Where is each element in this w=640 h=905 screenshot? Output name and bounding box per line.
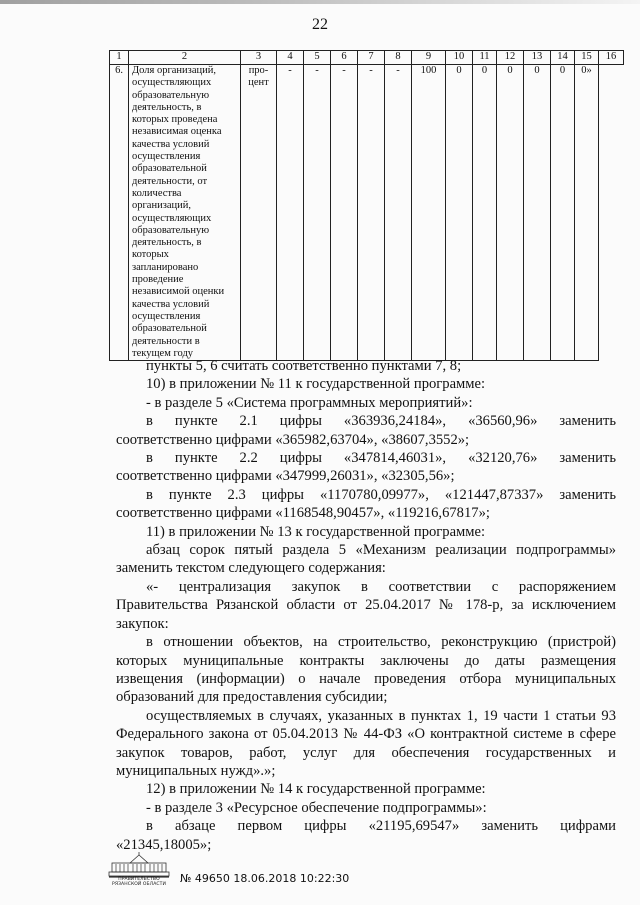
value-cell: 0 bbox=[524, 65, 551, 361]
value-cell: - bbox=[304, 65, 331, 361]
row-number: 6. bbox=[110, 65, 129, 361]
paragraph: «- централизация закупок в соответствии с распоряжением bbox=[146, 578, 616, 595]
paragraph: - в разделе 3 «Ресурсное обеспечение подпрограммы»: bbox=[146, 799, 487, 816]
scan-edge bbox=[0, 0, 640, 4]
value-cell: - bbox=[277, 65, 304, 361]
value-cell: 0 bbox=[446, 65, 473, 361]
header-cell: 8 bbox=[385, 51, 412, 65]
paragraph: в абзаце первом цифры «21195,69547» заменить цифрами bbox=[146, 818, 616, 835]
government-building-logo bbox=[108, 852, 170, 878]
paragraph: 10) в приложении № 11 к государственной программе: bbox=[146, 376, 486, 393]
paragraph: осуществляемых в случаях, указанных в пунктах 1, 19 части 1 статьи 93 bbox=[146, 707, 616, 724]
header-cell: 6 bbox=[331, 51, 358, 65]
paragraph-continuation: извещения (информации) о начале проведения отбора муниципальных bbox=[116, 670, 616, 687]
header-cell: 4 bbox=[277, 51, 304, 65]
paragraph: абзац сорок пятый раздела 5 «Механизм реализации подпрограммы» bbox=[146, 542, 616, 559]
paragraph: 12) в приложении № 14 к государственной программе: bbox=[146, 781, 486, 798]
paragraph-continuation: соответственно цифрами «365982,63704», «38607,3552»; bbox=[116, 431, 470, 448]
header-cell: 5 bbox=[304, 51, 331, 65]
value-cell: - bbox=[358, 65, 385, 361]
paragraph: в пункте 2.3 цифры «1170780,09977», «121447,87337» заменить bbox=[146, 486, 616, 503]
document-registration-stamp: № 49650 18.06.2018 10:22:30 bbox=[180, 872, 350, 885]
paragraph-continuation: Федерального закона от 05.04.2013 № 44-ФЗ «О контрактной системе в сфере bbox=[116, 726, 616, 743]
unit-cell: про- цент bbox=[241, 65, 277, 361]
document-body bbox=[118, 357, 616, 854]
header-cell: 12 bbox=[497, 51, 524, 65]
paragraph-continuation: соответственно цифрами «347999,26031», «32305,56»; bbox=[116, 468, 455, 485]
value-cell: 0 bbox=[497, 65, 524, 361]
header-cell: 7 bbox=[358, 51, 385, 65]
value-cell: 100 bbox=[412, 65, 446, 361]
paragraph-continuation: Правительства Рязанской области от 25.04.2017 № 178-р, за исключением bbox=[116, 597, 616, 614]
paragraph-continuation: муниципальных нужд».»; bbox=[116, 762, 276, 779]
paragraph: - в разделе 5 «Система программных мероприятий»: bbox=[146, 394, 473, 411]
header-cell: 2 bbox=[129, 51, 241, 65]
header-cell: 9 bbox=[412, 51, 446, 65]
header-cell: 11 bbox=[473, 51, 497, 65]
value-cell: - bbox=[331, 65, 358, 361]
paragraph-continuation: образований для предоставления субсидии; bbox=[116, 689, 388, 706]
header-cell: 3 bbox=[241, 51, 277, 65]
indicators-table bbox=[109, 50, 624, 361]
value-cell: 0 bbox=[473, 65, 497, 361]
value-cell: - bbox=[385, 65, 412, 361]
paragraph-continuation: соответственно цифрами «1168548,90457», «119216,67817»; bbox=[116, 505, 490, 522]
paragraph: 11) в приложении № 13 к государственной программе: bbox=[146, 523, 486, 540]
header-cell: 16 bbox=[599, 51, 624, 65]
paragraph: в пункте 2.1 цифры «363936,24184», «36560,96» заменить bbox=[146, 413, 616, 430]
page-number: 22 bbox=[312, 16, 328, 33]
paragraph-continuation: «21345,18005»; bbox=[116, 836, 212, 853]
logo-caption: ПРАВИТЕЛЬСТВО РЯЗАНСКОЙ ОБЛАСТИ bbox=[112, 877, 166, 887]
header-cell: 15 bbox=[575, 51, 599, 65]
paragraph: в пункте 2.2 цифры «347814,46031», «32120,76» заменить bbox=[146, 450, 616, 467]
paragraph: в отношении объектов, на строительство, реконструкцию (пристрой) bbox=[146, 634, 616, 651]
paragraph-continuation: закупок товаров, работ, услуг для обеспечения государственных и bbox=[116, 744, 616, 761]
value-cell: 0 bbox=[551, 65, 575, 361]
header-cell: 1 bbox=[110, 51, 129, 65]
paragraph-continuation: закупок: bbox=[116, 615, 169, 632]
paragraph: пункты 5, 6 считать соответственно пунктами 7, 8; bbox=[146, 358, 462, 374]
header-cell: 10 bbox=[446, 51, 473, 65]
paragraph-continuation: которых муниципальные контракты заключены до даты размещения bbox=[116, 652, 616, 669]
table-header-row bbox=[110, 51, 624, 65]
header-cell: 14 bbox=[551, 51, 575, 65]
indicator-name: Доля организаций, осуществляющих образовательную деятельность, в которых проведена независимая оценка качества условий осуществления образовательной деятельности, от количества организаций, осуществляющих образовательную деятельность, в которых запланировано проведение независимой оценки качества условий осуществления образовательной деятельности в текущем году bbox=[129, 65, 241, 361]
paragraph-continuation: заменить текстом следующего содержания: bbox=[116, 560, 386, 577]
header-cell: 13 bbox=[524, 51, 551, 65]
value-cell: 0» bbox=[575, 65, 599, 361]
table-row bbox=[110, 65, 624, 361]
